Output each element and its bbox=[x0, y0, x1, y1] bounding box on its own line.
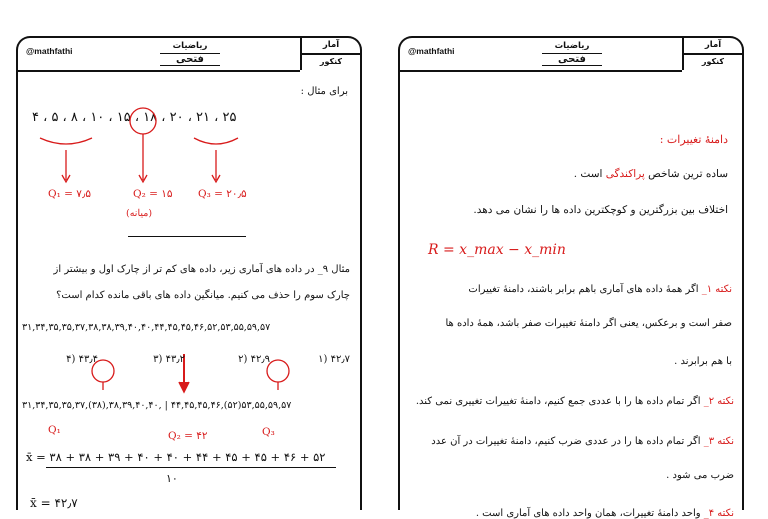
q3-mark: Q₃ bbox=[262, 426, 275, 438]
handle-label: @mathfathi bbox=[408, 46, 455, 56]
data-line-marked: ۳۱,۳۴,۳۵,۳۵,۳۷,(۳۸),۳۸,۳۹,۴۰,۴۰, | ۴۴,۴۵,۴۵,۴۶,(۵۲)۵۳,۵۵,۵۹,۵۷ bbox=[22, 400, 292, 411]
circle-median bbox=[130, 108, 156, 134]
note-2: نکته ۲_ اگر تمام داده ها را با عددی جمع کنیم، دامنهٔ تغییرات تغییری نمی کند. bbox=[415, 396, 734, 407]
brand-logo: ریاضیات فتحی bbox=[542, 41, 602, 66]
handle-label: @mathfathi bbox=[26, 46, 73, 56]
option-4: ۴) ۴۳٫۴ bbox=[66, 354, 98, 365]
right-page bbox=[398, 36, 744, 519]
mean-numerator: x̄ = ۳۸ + ۳۸ + ۳۹ + ۴۰ + ۴۰ + ۴۴ + ۴۵ + ۴۵ + ۴۶ + ۵۲ bbox=[26, 450, 326, 464]
subject-box: آمار کنکور bbox=[682, 38, 742, 70]
mean-result: x̄ = ۴۲٫۷ bbox=[30, 496, 78, 510]
note-1-line-1: نکته ۱_ اگر همهٔ داده های آماری باهم برابر باشند، دامنهٔ تغییرات bbox=[468, 284, 732, 295]
example-title: برای مثال : bbox=[300, 86, 348, 97]
definition-line-2: اختلاف بین بزرگترین و کوچکترین داده ها را نشان می دهد. bbox=[473, 204, 728, 216]
range-formula: R = x_max − x_min bbox=[428, 242, 566, 258]
option-3: ۳) ۴۳٫۲ bbox=[153, 354, 185, 365]
number-list: ۴ ، ۵ ، ۸ ، ۱۰ ، ۱۵ ، ۱۸ ، ۲۰ ، ۲۱ ، ۲۵ bbox=[32, 110, 237, 125]
q3-value: Q₃ = ۲۰٫۵ bbox=[198, 188, 247, 200]
option-2: ۲) ۴۲٫۹ bbox=[238, 354, 270, 365]
fraction-line bbox=[46, 467, 336, 468]
definition-line-1: ساده ترین شاخص پراکندگی است . bbox=[573, 168, 728, 180]
note-3-line-1: نکته ۳_ اگر تمام داده ها را در عددی ضرب کنیم، دامنهٔ تغییرات در آن عدد bbox=[431, 436, 734, 447]
subject-box: آمار کنکور bbox=[300, 38, 360, 70]
median-label: (میانه) bbox=[126, 208, 153, 219]
circle-q3 bbox=[267, 360, 289, 382]
note-1-line-2: صفر است و برعکس، یعنی اگر دامنهٔ تغییرات صفر باشد، همهٔ داده ها bbox=[445, 318, 732, 329]
left-page bbox=[16, 36, 362, 510]
brand-logo: ریاضیات فتحی bbox=[160, 41, 220, 66]
problem-line-2: چارک سوم را حذف می کنیم. میانگین داده های باقی مانده کدام است؟ bbox=[56, 290, 350, 301]
section-title: دامنهٔ تغییرات : bbox=[659, 133, 728, 146]
brace-q3 bbox=[194, 138, 238, 144]
separator-line bbox=[128, 236, 246, 237]
note-4: نکته ۴_ واحد دامنهٔ تغییرات، همان واحد داده های آماری است . bbox=[475, 508, 734, 519]
page-header bbox=[400, 38, 742, 72]
note-1-line-3: با هم برابرند . bbox=[674, 356, 732, 367]
data-line: ۳۱,۳۴,۳۵,۳۵,۳۷,۳۸,۳۸,۳۹,۴۰,۴۰,۴۴,۴۵,۴۵,۴۶,۵۲,۵۳,۵۵,۵۹,۵۷ bbox=[22, 322, 271, 333]
note-3-line-2: ضرب می شود . bbox=[666, 470, 734, 481]
problem-line-1: مثال ۹_ در داده های آماری زیر، داده های کم تر از چارک اول و بیشتر از bbox=[53, 264, 350, 275]
q1-mark: Q₁ bbox=[48, 424, 61, 436]
mean-denominator: ۱۰ bbox=[166, 472, 178, 485]
q2-mark: Q₂ = ۴۲ bbox=[168, 430, 208, 442]
option-1: ۱) ۴۲٫۷ bbox=[318, 354, 350, 365]
header-divider bbox=[400, 70, 682, 72]
brace-q1 bbox=[40, 138, 92, 144]
q1-value: Q₁ = ۷٫۵ bbox=[48, 188, 91, 200]
q2-value: Q₂ = ۱۵ bbox=[133, 188, 173, 200]
